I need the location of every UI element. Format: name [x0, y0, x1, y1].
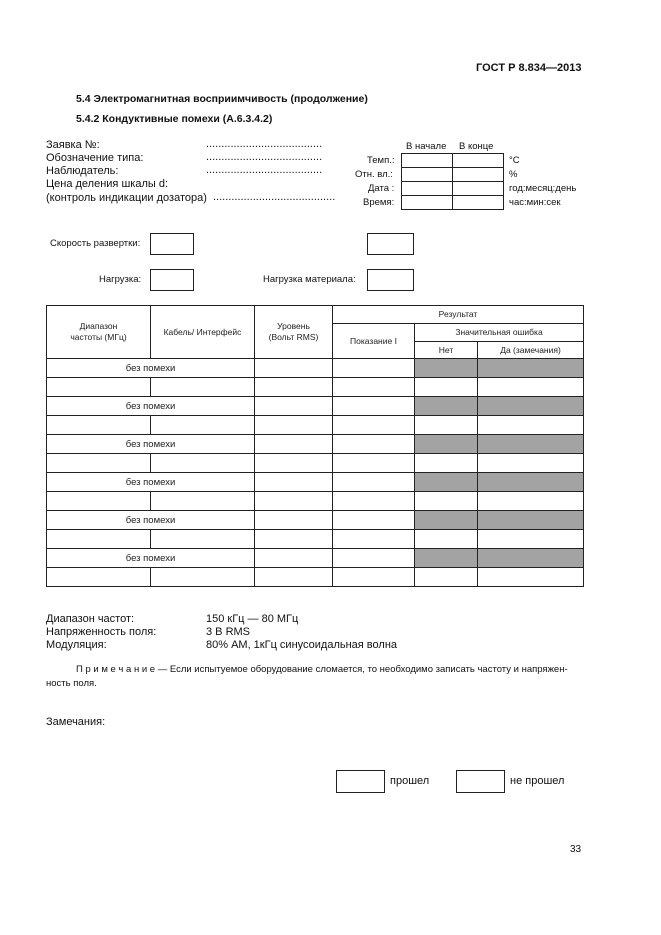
reading-cell[interactable]: [333, 454, 415, 473]
col-start-label: В начале: [406, 141, 447, 152]
error-yes-cell: [478, 359, 584, 378]
table-row: [47, 511, 584, 530]
table-row: [47, 435, 584, 454]
reading-cell[interactable]: [333, 416, 415, 435]
standard-number: ГОСТ Р 8.834—2013: [476, 62, 582, 74]
col-end-label: В конце: [459, 141, 494, 152]
reading-cell[interactable]: [333, 473, 415, 492]
level-cell[interactable]: [255, 511, 333, 530]
cable-cell[interactable]: [151, 530, 255, 549]
cable-cell[interactable]: [151, 492, 255, 511]
scale-division-label: Цена деления шкалы d:: [46, 178, 168, 190]
date-end-input[interactable]: [452, 181, 504, 196]
sweep-speed-input-2[interactable]: [367, 233, 414, 255]
level-cell[interactable]: [255, 473, 333, 492]
error-no-cell[interactable]: [415, 568, 478, 587]
date-start-input[interactable]: [401, 181, 454, 196]
level-cell[interactable]: [255, 454, 333, 473]
field-strength-label: Напряженность поля:: [46, 626, 157, 638]
no-interference-cell: без помехи: [47, 473, 255, 492]
fail-checkbox[interactable]: [456, 770, 505, 793]
fail-label: не прошел: [510, 775, 565, 787]
humidity-label: Отн. вл.:: [355, 169, 393, 180]
time-unit: час:мин:сек: [509, 197, 561, 208]
cable-cell[interactable]: [151, 416, 255, 435]
note-line-1: [76, 664, 568, 675]
error-no-cell: [415, 473, 478, 492]
temp-end-input[interactable]: [452, 153, 504, 168]
remarks-label: Замечания:: [46, 716, 106, 728]
header-reading: Показание I: [333, 324, 415, 359]
time-label: Время:: [363, 197, 395, 208]
freq-range-label: Диапазон частот:: [46, 613, 135, 625]
freq-cell[interactable]: [47, 416, 151, 435]
reading-cell[interactable]: [333, 378, 415, 397]
type-designation-label: Обозначение типа:: [46, 152, 144, 164]
error-no-cell[interactable]: [415, 416, 478, 435]
field-strength-value: 3 В RMS: [206, 626, 251, 638]
error-no-cell[interactable]: [415, 492, 478, 511]
no-interference-cell: без помехи: [47, 397, 255, 416]
table-row: [47, 378, 584, 397]
temp-start-input[interactable]: [401, 153, 454, 168]
table-row: [47, 454, 584, 473]
cable-cell[interactable]: [151, 378, 255, 397]
sweep-speed-input[interactable]: [150, 233, 194, 255]
level-cell[interactable]: [255, 530, 333, 549]
reading-cell[interactable]: [333, 568, 415, 587]
reading-cell[interactable]: [333, 359, 415, 378]
time-start-input[interactable]: [401, 195, 454, 210]
application-number-label: Заявка №:: [46, 139, 100, 151]
level-cell[interactable]: [255, 492, 333, 511]
freq-cell[interactable]: [47, 530, 151, 549]
freq-range-value: 150 кГц — 80 МГц: [206, 613, 299, 625]
level-cell[interactable]: [255, 397, 333, 416]
reading-cell[interactable]: [333, 397, 415, 416]
sweep-speed-label: Скорость развертки:: [50, 238, 141, 249]
freq-cell[interactable]: [47, 454, 151, 473]
reading-cell[interactable]: [333, 511, 415, 530]
error-yes-cell: [478, 473, 584, 492]
table-row: [47, 359, 584, 378]
section-title: 5.4 Электромагнитная восприимчивость (продолжение): [76, 93, 368, 105]
humidity-start-input[interactable]: [401, 167, 454, 182]
type-designation-field[interactable]: ......................................: [206, 151, 323, 163]
no-interference-cell: без помехи: [47, 359, 255, 378]
pass-label: прошел: [390, 775, 430, 787]
level-cell[interactable]: [255, 378, 333, 397]
observer-field[interactable]: ......................................: [206, 164, 323, 176]
modulation-label: Модуляция:: [46, 639, 107, 651]
humidity-unit: %: [509, 169, 518, 180]
error-yes-cell: [478, 511, 584, 530]
dosing-indication-field[interactable]: ........................................: [213, 191, 336, 203]
error-yes-cell[interactable]: [478, 568, 584, 587]
reading-cell[interactable]: [333, 530, 415, 549]
page-number: 33: [570, 844, 582, 855]
temp-label: Темп.:: [367, 155, 395, 166]
header-result: Результат: [333, 306, 584, 324]
level-cell[interactable]: [255, 568, 333, 587]
error-no-cell: [415, 511, 478, 530]
error-yes-cell[interactable]: [478, 378, 584, 397]
table-row: [47, 473, 584, 492]
observer-label: Наблюдатель:: [46, 165, 119, 177]
results-table: [46, 305, 584, 587]
error-yes-cell[interactable]: [478, 492, 584, 511]
error-yes-cell[interactable]: [478, 416, 584, 435]
error-yes-cell[interactable]: [478, 530, 584, 549]
header-freq-range: Диапазон частоты (МГц): [47, 306, 151, 359]
error-yes-cell: [478, 549, 584, 568]
table-row: [47, 492, 584, 511]
modulation-value: 80% АМ, 1кГц синусоидальная волна: [206, 639, 398, 651]
level-cell[interactable]: [255, 549, 333, 568]
header-significant-error: Значительная ошибка: [415, 324, 584, 342]
freq-cell[interactable]: [47, 568, 151, 587]
table-row: [47, 416, 584, 435]
table-row: [47, 568, 584, 587]
note-text: — Если испытуемое оборудование сломается, то необходимо записать частоту и напряжен-: [155, 664, 568, 675]
header-no: Нет: [415, 342, 478, 359]
header-yes: Да (замечания): [478, 342, 584, 359]
error-no-cell: [415, 359, 478, 378]
cable-cell[interactable]: [151, 454, 255, 473]
level-cell[interactable]: [255, 416, 333, 435]
pass-checkbox[interactable]: [336, 770, 385, 793]
error-no-cell: [415, 435, 478, 454]
date-unit: год:месяц:день: [509, 183, 577, 194]
reading-cell[interactable]: [333, 435, 415, 454]
dosing-indication-label: (контроль индикации дозатора): [46, 192, 207, 204]
table-row: [47, 549, 584, 568]
error-no-cell[interactable]: [415, 378, 478, 397]
no-interference-cell: без помехи: [47, 435, 255, 454]
error-yes-cell: [478, 435, 584, 454]
freq-cell[interactable]: [47, 492, 151, 511]
table-row: [47, 397, 584, 416]
reading-cell[interactable]: [333, 492, 415, 511]
error-no-cell: [415, 397, 478, 416]
date-label: Дата :: [368, 183, 395, 194]
error-no-cell[interactable]: [415, 454, 478, 473]
temp-unit: °C: [509, 155, 520, 166]
section-subtitle: 5.4.2 Кондуктивные помехи (А.6.3.4.2): [76, 113, 273, 125]
note-line-2: ность поля.: [46, 678, 97, 689]
note-prefix: П р и м е ч а н и е: [76, 664, 156, 675]
level-cell[interactable]: [255, 359, 333, 378]
load-label: Нагрузка:: [99, 274, 142, 285]
header-cable: Кабель/ Интерфейс: [151, 306, 255, 359]
load-input[interactable]: [150, 269, 194, 291]
reading-cell[interactable]: [333, 549, 415, 568]
time-end-input[interactable]: [452, 195, 504, 210]
application-number-field[interactable]: ......................................: [206, 138, 323, 150]
no-interference-cell: без помехи: [47, 549, 255, 568]
error-yes-cell: [478, 397, 584, 416]
no-interference-cell: без помехи: [47, 511, 255, 530]
level-cell[interactable]: [255, 435, 333, 454]
humidity-end-input[interactable]: [452, 167, 504, 182]
error-no-cell[interactable]: [415, 530, 478, 549]
error-yes-cell[interactable]: [478, 454, 584, 473]
header-level: Уровень (Вольт RMS): [255, 306, 333, 359]
table-row: [47, 530, 584, 549]
error-no-cell: [415, 549, 478, 568]
cable-cell[interactable]: [151, 568, 255, 587]
material-load-label: Нагрузка материала:: [263, 274, 356, 285]
freq-cell[interactable]: [47, 378, 151, 397]
material-load-input[interactable]: [367, 269, 414, 291]
